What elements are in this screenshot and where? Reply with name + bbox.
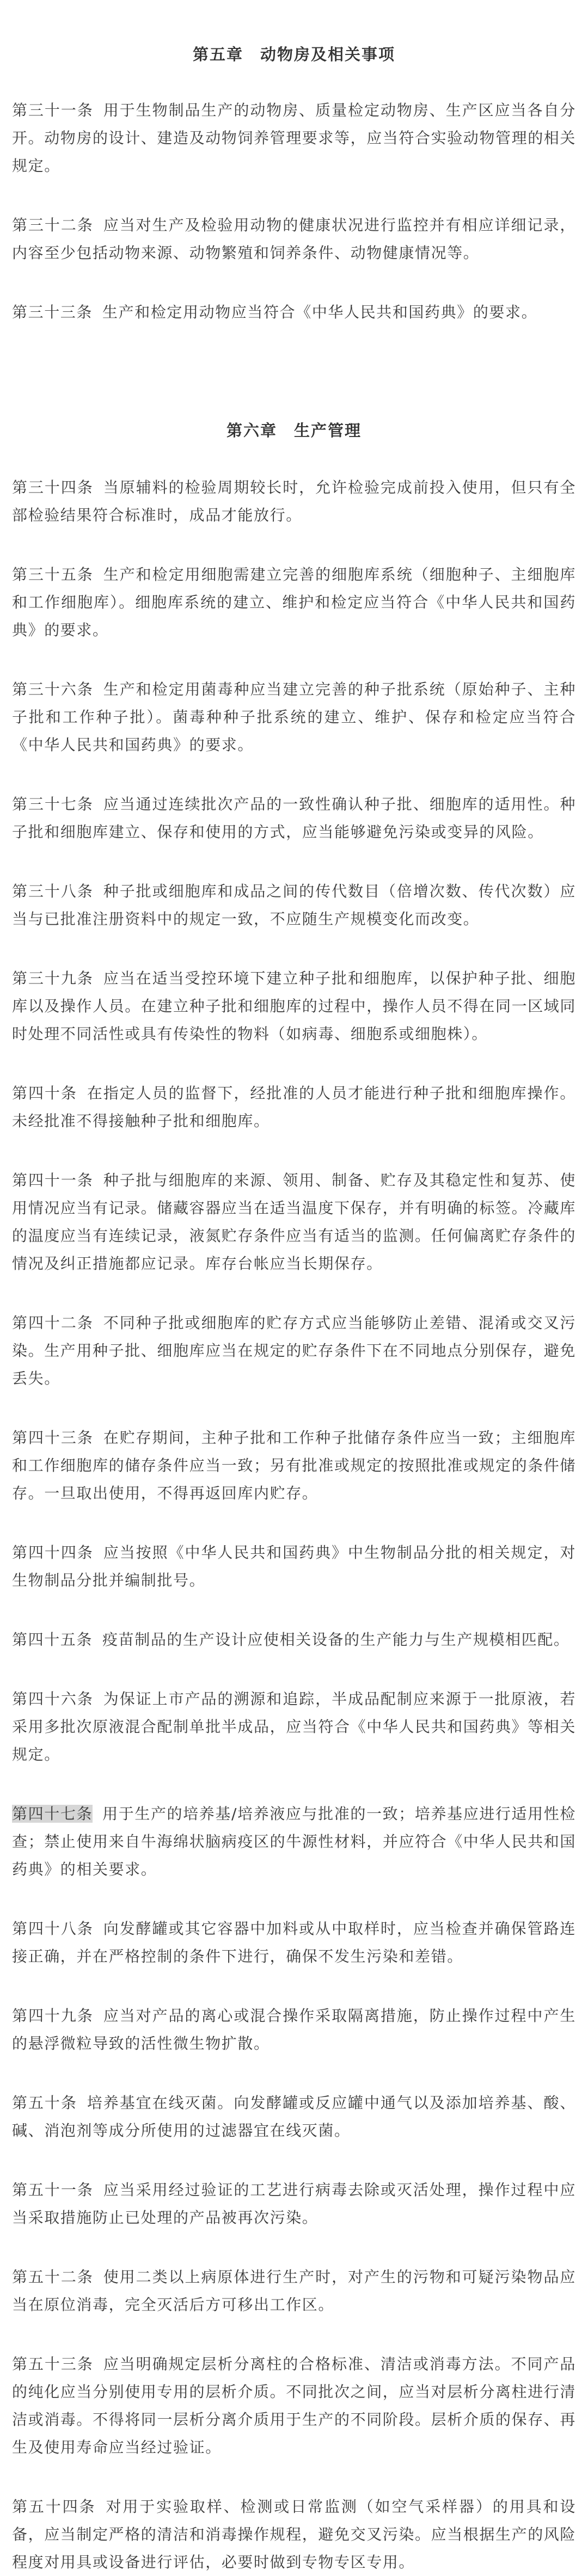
article-text: 用于生物制品生产的动物房、质量检定动物房、生产区应当各自分开。动物房的设计、建造及动物饲养管理要求等，应当符合实验动物管理的相关规定。 — [12, 101, 577, 175]
article-number: 第五十条 — [12, 2094, 77, 2112]
article-text: 种子批或细胞库和成品之间的传代数目（倍增次数、传代次数）应当与已批准注册资料中的规定一致，不应随生产规模变化而改变。 — [12, 882, 576, 928]
article-number: 第四十四条 — [12, 1544, 94, 1561]
article-text: 培养基宜在线灭菌。向发酵罐或反应罐中通气以及添加培养基、酸、碱、消泡剂等成分所使用的过滤器宜在线灭菌。 — [12, 2094, 576, 2140]
article — [12, 1915, 576, 1970]
article-number: 第五十四条 — [12, 2498, 96, 2516]
article-text: 用于生产的培养基/培养液应与批准的一致；培养基应进行适用性检查；禁止使用来自牛海绵状脑病疫区的牛源性材料，并应符合《中华人民共和国药典》的相关要求。 — [12, 1805, 577, 1878]
article — [12, 877, 576, 933]
article-text: 应当在适当受控环境下建立种子批和细胞库，以保护种子批、细胞库以及操作人员。在建立种子批和细胞库的过程中，操作人员不得在同一区域同时处理不同活性或具有传染性的物料（如病毒、细胞系或细胞株）。 — [12, 969, 577, 1043]
article-number: 第三十五条 — [12, 565, 94, 583]
article — [12, 2493, 576, 2576]
article-text: 应当通过连续批次产品的一致性确认种子批、细胞库的适用性。种子批和细胞库建立、保存和使用的方式，应当能够避免污染或变异的风险。 — [12, 795, 576, 841]
article — [12, 1166, 576, 1277]
article — [12, 211, 576, 267]
article-number: 第四十七条 — [12, 1805, 93, 1823]
article-text: 疫苗制品的生产设计应使相关设备的生产能力与生产规模相匹配。 — [102, 1631, 570, 1649]
article — [12, 1079, 576, 1135]
article-text: 向发酵罐或其它容器中加料或从中取样时，应当检查并确保管路连接正确，并在严格控制的条件下进行，确保不发生污染和差错。 — [12, 1920, 576, 1965]
article — [12, 1309, 576, 1392]
article-text: 应当明确规定层析分离柱的合格标准、清洁或消毒方法。不同产品的纯化应当分别使用专用的层析介质。不同批次之间，应当对层析分离柱进行清洁或消毒。不得将同一层析分离介质用于生产的不同阶段。层析介质的保存、再生及使用寿命应当经过验证。 — [12, 2355, 577, 2456]
article-number: 第四十六条 — [12, 1690, 94, 1708]
article-number: 第三十三条 — [12, 303, 93, 321]
article-number: 第三十四条 — [12, 478, 94, 496]
article-text: 应当对生产及检验用动物的健康状况进行监控并有相应详细记录，内容至少包括动物来源、动物繁殖和饲养条件、动物健康情况等。 — [12, 216, 576, 262]
article-number: 第三十八条 — [12, 882, 94, 900]
article-number: 第四十八条 — [12, 1920, 94, 1938]
article-text: 种子批与细胞库的来源、领用、制备、贮存及其稳定性和复苏、使用情况应当有记录。储藏容器应当在适当温度下保存，并有明确的标签。冷藏库的温度应当有连续记录，液氮贮存条件应当有适当的监测。任何偏离贮存条件的情况及纠正措施都应记录。库存台帐应当长期保存。 — [12, 1171, 577, 1272]
article — [12, 2350, 576, 2461]
article-text: 在指定人员的监督下，经批准的人员才能进行种子批和细胞库操作。未经批准不得接触种子批和细胞库。 — [12, 1084, 576, 1130]
article — [12, 1685, 576, 1768]
chapter-title: 第五章 动物房及相关事项 — [192, 45, 395, 64]
article-text: 应当采用经过验证的工艺进行病毒去除或灭活处理，操作过程中应当采取措施防止已处理的产品被再次污染。 — [12, 2181, 576, 2227]
article — [12, 298, 576, 326]
article-number: 第三十七条 — [12, 795, 94, 813]
article-number: 第五十二条 — [12, 2268, 94, 2286]
article-number: 第三十二条 — [12, 216, 94, 234]
article-text: 应当按照《中华人民共和国药典》中生物制品分批的相关规定，对生物制品分批并编制批号。 — [12, 1544, 576, 1589]
article-number: 第四十一条 — [12, 1171, 94, 1189]
article — [12, 2263, 576, 2319]
article-number: 第四十条 — [12, 1084, 77, 1102]
article — [12, 964, 576, 1048]
article — [12, 1424, 576, 1507]
article — [12, 1539, 576, 1594]
article-text: 对用于实验取样、检测或日常监测（如空气采样器）的用具和设备，应当制定严格的清洁和消毒操作规程，避免交叉污染。应当根据生产的风险程度对用具或设备进行评估，必要时做到专物专区专用。 — [12, 2498, 577, 2571]
article-text: 使用二类以上病原体进行生产时，对产生的污物和可疑污染物品应当在原位消毒，完全灭活后方可移出工作区。 — [12, 2268, 576, 2314]
article-number: 第五十三条 — [12, 2355, 94, 2373]
article-text: 生产和检定用细胞需建立完善的细胞库系统（细胞种子、主细胞库和工作细胞库）。细胞库系统的建立、维护和检定应当符合《中华人民共和国药典》的要求。 — [12, 565, 576, 639]
article-number: 第三十六条 — [12, 680, 94, 698]
article — [12, 2002, 576, 2057]
article-number: 第三十九条 — [12, 969, 94, 987]
article — [12, 1800, 576, 1883]
article-number: 第四十五条 — [12, 1631, 93, 1649]
article — [12, 2176, 576, 2231]
article-number: 第三十一条 — [12, 101, 94, 119]
article-number: 第四十九条 — [12, 2007, 94, 2025]
article-text: 为保证上市产品的溯源和追踪，半成品配制应来源于一批原液，若采用多批次原液混合配制单批半成品，应当符合《中华人民共和国药典》等相关规定。 — [12, 1690, 577, 1763]
chapter-title: 第六章 生产管理 — [226, 421, 362, 440]
article-text: 不同种子批或细胞库的贮存方式应当能够防止差错、混淆或交叉污染。生产用种子批、细胞库应当在规定的贮存条件下在不同地点分别保存，避免丢失。 — [12, 1314, 577, 1387]
article-number: 第四十三条 — [12, 1429, 94, 1447]
article — [12, 790, 576, 846]
article-text: 在贮存期间，主种子批和工作种子批储存条件应当一致；主细胞库和工作细胞库的储存条件应当一致；另有批准或规定的按照批准或规定的条件储存。一旦取出使用，不得再返回库内贮存。 — [12, 1429, 577, 1502]
article-number: 第五十一条 — [12, 2181, 94, 2199]
article-text: 应当对产品的离心或混合操作采取隔离措施，防止操作过程中产生的悬浮微粒导致的活性微生物扩散。 — [12, 2007, 576, 2052]
article — [12, 2089, 576, 2144]
article-text: 生产和检定用动物应当符合《中华人民共和国药典》的要求。 — [102, 303, 538, 321]
article-text: 当原辅料的检验周期较长时，允许检验完成前投入使用，但只有全部检验结果符合标准时，成品才能放行。 — [12, 478, 576, 524]
article — [12, 1626, 576, 1653]
article — [12, 96, 576, 180]
article-text: 生产和检定用菌毒种应当建立完善的种子批系统（原始种子、主种子批和工作种子批）。菌毒种种子批系统的建立、维护、保存和检定应当符合《中华人民共和国药典》的要求。 — [12, 680, 576, 754]
article — [12, 675, 576, 759]
article-number: 第四十二条 — [12, 1314, 94, 1332]
article — [12, 561, 576, 644]
article — [12, 474, 576, 529]
